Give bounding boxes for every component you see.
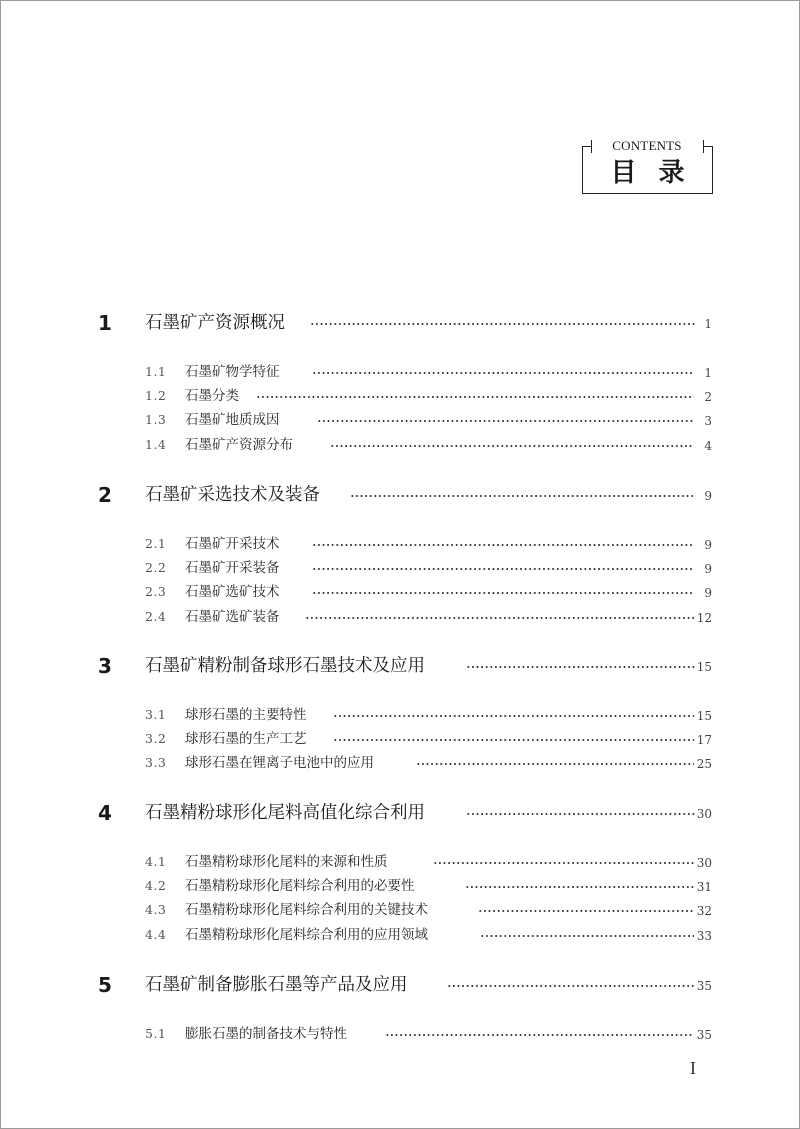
dot-leader	[310, 323, 696, 325]
section-number: 1.1	[145, 364, 167, 379]
section-title[interactable]: 石墨矿开采装备	[185, 560, 280, 577]
chapter-page-number: 1	[704, 317, 712, 331]
section-title[interactable]: 石墨矿物学特征	[185, 364, 280, 380]
section-page-number: 30	[696, 856, 712, 870]
section-number: 3.3	[145, 755, 167, 771]
dot-leader	[333, 739, 694, 741]
chapter-number: 2	[98, 483, 112, 507]
section-title[interactable]: 石墨精粉球形化尾料的来源和性质	[185, 854, 388, 870]
section-number: 2.3	[145, 584, 167, 600]
header-border-bottom	[582, 193, 713, 194]
section-page-number: 9	[704, 538, 712, 552]
section-page-number: 35	[696, 1028, 712, 1042]
section-title[interactable]: 膨胀石墨的制备技术与特性	[185, 1026, 347, 1042]
dot-leader	[385, 1034, 694, 1036]
section-page-number: 25	[696, 757, 712, 772]
section-title[interactable]: 石墨矿选矿装备	[185, 608, 280, 625]
section-title[interactable]: 石墨矿地质成因	[185, 412, 280, 429]
contents-label: CONTENTS	[612, 138, 682, 153]
section-number: 1.4	[145, 436, 167, 452]
dot-leader	[478, 910, 694, 912]
chapter-title[interactable]: 石墨矿精粉制备球形石墨技术及应用	[145, 653, 429, 679]
section-title[interactable]: 石墨精粉球形化尾料综合利用的必要性	[185, 878, 415, 895]
dot-leader	[256, 396, 694, 398]
chapter-title[interactable]: 石墨矿产资源概况	[145, 310, 289, 336]
toc-title: 目录	[610, 158, 707, 188]
section-number: 2.2	[145, 560, 167, 576]
dot-leader	[312, 372, 694, 374]
chapter-page-number: 9	[704, 489, 712, 503]
section-number: 2.1	[145, 536, 167, 551]
section-number: 4.2	[145, 878, 167, 894]
dot-leader	[317, 420, 694, 422]
chapter-page-number: 30	[696, 807, 712, 821]
dot-leader	[466, 666, 696, 668]
section-title[interactable]: 球形石墨在锂离子电池中的应用	[185, 755, 374, 772]
section-number: 1.3	[145, 412, 167, 428]
chapter-number: 3	[98, 654, 112, 678]
section-number: 4.1	[145, 854, 167, 869]
chapter-page-number: 15	[696, 660, 712, 674]
section-page-number: 4	[704, 438, 712, 453]
page-folio: I	[690, 1058, 696, 1078]
section-title[interactable]: 石墨精粉球形化尾料综合利用的关键技术	[185, 902, 428, 919]
section-number: 3.1	[145, 707, 167, 722]
chapter-page-number: 35	[696, 979, 712, 993]
chapter-title[interactable]: 石墨矿制备膨胀石墨等产品及应用	[145, 972, 412, 998]
dot-leader	[416, 763, 694, 765]
section-page-number: 2	[704, 390, 712, 405]
section-title[interactable]: 石墨矿选矿技术	[185, 584, 280, 601]
section-title[interactable]: 石墨矿产资源分布	[185, 436, 293, 453]
chapter-number: 1	[98, 311, 112, 335]
section-page-number: 12	[696, 610, 712, 625]
section-page-number: 9	[704, 586, 712, 601]
dot-leader	[465, 886, 694, 888]
section-page-number: 15	[696, 709, 712, 723]
chapter-title[interactable]: 石墨矿采选技术及装备	[145, 482, 324, 508]
section-title[interactable]: 球形石墨的生产工艺	[185, 731, 307, 748]
section-page-number: 31	[696, 880, 712, 895]
contents-header	[582, 138, 713, 195]
section-number: 4.3	[145, 902, 167, 918]
section-title[interactable]: 石墨分类	[185, 388, 239, 405]
dot-leader	[447, 985, 696, 987]
section-number: 3.2	[145, 731, 167, 747]
dot-leader	[330, 445, 694, 447]
dot-leader	[480, 935, 694, 937]
section-page-number: 1	[704, 366, 712, 380]
header-tick-right	[703, 140, 704, 153]
dot-leader	[312, 568, 694, 570]
section-title[interactable]: 石墨精粉球形化尾料综合利用的应用领域	[185, 926, 428, 943]
header-rule-left	[582, 146, 591, 147]
section-number: 5.1	[145, 1026, 167, 1041]
dot-leader	[305, 617, 694, 619]
section-page-number: 33	[696, 928, 712, 943]
section-title[interactable]: 球形石墨的主要特性	[185, 707, 307, 723]
section-number: 1.2	[145, 388, 167, 404]
dot-leader	[433, 862, 694, 864]
chapter-title[interactable]: 石墨精粉球形化尾料高值化综合利用	[145, 800, 429, 826]
dot-leader	[333, 715, 694, 717]
section-page-number: 9	[704, 562, 712, 577]
dot-leader	[312, 592, 694, 594]
section-title[interactable]: 石墨矿开采技术	[185, 536, 280, 552]
chapter-number: 4	[98, 801, 112, 825]
section-page-number: 3	[704, 414, 712, 429]
dot-leader	[350, 495, 696, 497]
section-page-number: 32	[696, 904, 712, 919]
section-page-number: 17	[696, 733, 712, 748]
dot-leader	[312, 544, 694, 546]
dot-leader	[466, 813, 696, 815]
chapter-number: 5	[98, 973, 112, 997]
section-number: 4.4	[145, 926, 167, 942]
section-number: 2.4	[145, 608, 167, 624]
